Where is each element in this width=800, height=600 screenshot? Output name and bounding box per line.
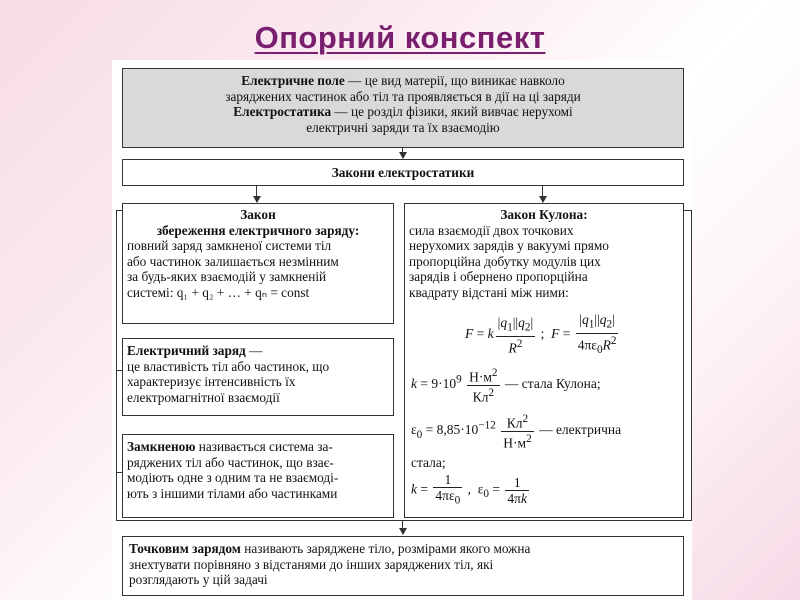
electric-constant-text-2: стала; <box>411 455 446 470</box>
term-closed-system: Замкненою <box>127 439 196 454</box>
page-title: Опорний конспект <box>254 20 546 55</box>
point-line-1: називають заряджене тіло, розмірами якого можна <box>240 541 531 556</box>
definitions-box <box>122 68 684 148</box>
closed-system-box <box>122 434 394 518</box>
conservation-formula: q₁ + q₂ + … + qₙ = const <box>176 284 310 300</box>
coulomb-constant-formula: $k = 9\cdot 10^9$ $\frac{Н\cdot м^2}{Кл^2}$ — стала Кулона; <box>411 367 601 404</box>
definitions-line-2: заряджених частинок або тіл та проявляється в дії на ці заряди <box>225 88 581 104</box>
arrow-to-point-charge <box>402 520 403 534</box>
closed-line-3: модіють одне з одним та не взаємоді- <box>127 470 339 486</box>
point-line-3: розглядають у цій задачі <box>129 572 268 588</box>
term-electrostatics: Електростатика <box>233 104 332 120</box>
charge-line-4: електромагнітної взаємодії <box>127 389 280 405</box>
conservation-line-4: системі: <box>127 284 174 300</box>
k-eps-relation-formula: k = $\frac{1}{4\pi\varepsilon_0}$ , $\varepsilon_0$ = $\frac{1}{4\pi k}$ <box>411 472 527 507</box>
coulomb-formula: F = k $\frac{|q_1||q_2|}{R^2}$ ; F = $\frac{|q_1||q_2|}{4\pi\varepsilon_0R^2}$ <box>465 312 617 356</box>
laws-header-box <box>122 159 684 186</box>
coulomb-line-1: сила взаємодії двох точкових <box>409 222 574 238</box>
connector-left-vertical <box>116 210 117 520</box>
conservation-line-2: або частинок залишається незмінним <box>127 253 339 269</box>
electric-charge-box <box>122 338 394 416</box>
laws-header: Закони електростатики <box>331 165 475 180</box>
conservation-law-box <box>122 203 394 324</box>
definitions-line-3: — це розділ фізики, який вивчає нерухомі <box>331 104 573 120</box>
closed-line-2: ряджених тіл або частинок, що взає- <box>127 454 334 470</box>
coulomb-line-3: пропорційна добутку модулів цих <box>409 253 601 269</box>
connector-bottom <box>116 520 692 521</box>
conservation-line-3: за будь-яких взаємодій у замкненій <box>127 269 327 285</box>
connector-closed <box>116 472 122 473</box>
term-electric-field: Електричне поле <box>241 73 345 88</box>
connector-right-top <box>684 210 691 211</box>
coulomb-line-4: зарядів і обернено пропорційна <box>409 269 588 285</box>
summary-sheet <box>112 60 692 600</box>
point-line-2: знехтувати порівняно з відстанями до інших заряджених тіл, які <box>129 556 494 572</box>
coulomb-constant-text: — стала Кулона; <box>504 376 601 392</box>
definitions-line-4: електричні заряди та їх взаємодію <box>306 119 500 135</box>
conservation-title-1: Закон <box>240 207 276 222</box>
charge-line-1: — <box>245 343 263 358</box>
coulomb-line-5: квадрату відстані між ними: <box>409 284 569 300</box>
arrow-down <box>402 148 403 158</box>
closed-line-1: називається система за- <box>195 439 333 454</box>
connector-right-vertical <box>691 210 692 520</box>
term-point-charge: Точковим зарядом <box>129 541 241 556</box>
coulomb-title: Закон Кулона: <box>500 207 588 222</box>
arrow-left-branch <box>256 186 257 202</box>
electric-constant-formula: $\varepsilon_0 = 8,85\cdot 10^{-12}$ $\frac{Кл^2}{Н\cdot м^2}$ — електрична <box>411 413 622 450</box>
conservation-line-1: повний заряд замкненої системи тіл <box>127 238 332 254</box>
coulomb-line-2: нерухомих зарядів у вакуумі прямо <box>409 238 609 254</box>
connector-left-top <box>116 210 122 211</box>
coulomb-law-box <box>404 203 684 518</box>
conservation-title-2: збереження електричного заряду: <box>156 222 360 238</box>
point-charge-box <box>122 536 684 596</box>
charge-line-2: це властивість тіл або частинок, що <box>127 358 330 374</box>
charge-line-3: характеризує інтенсивність їх <box>127 374 296 390</box>
definitions-line-1: — це вид матерії, що виникає навколо <box>344 73 565 88</box>
arrow-right-branch <box>542 186 543 202</box>
electric-constant-text: — електрична <box>539 422 622 438</box>
closed-line-4: ють з іншими тілами або частинками <box>127 485 338 501</box>
connector-charge <box>116 370 122 371</box>
term-electric-charge: Електричний заряд <box>127 343 246 358</box>
